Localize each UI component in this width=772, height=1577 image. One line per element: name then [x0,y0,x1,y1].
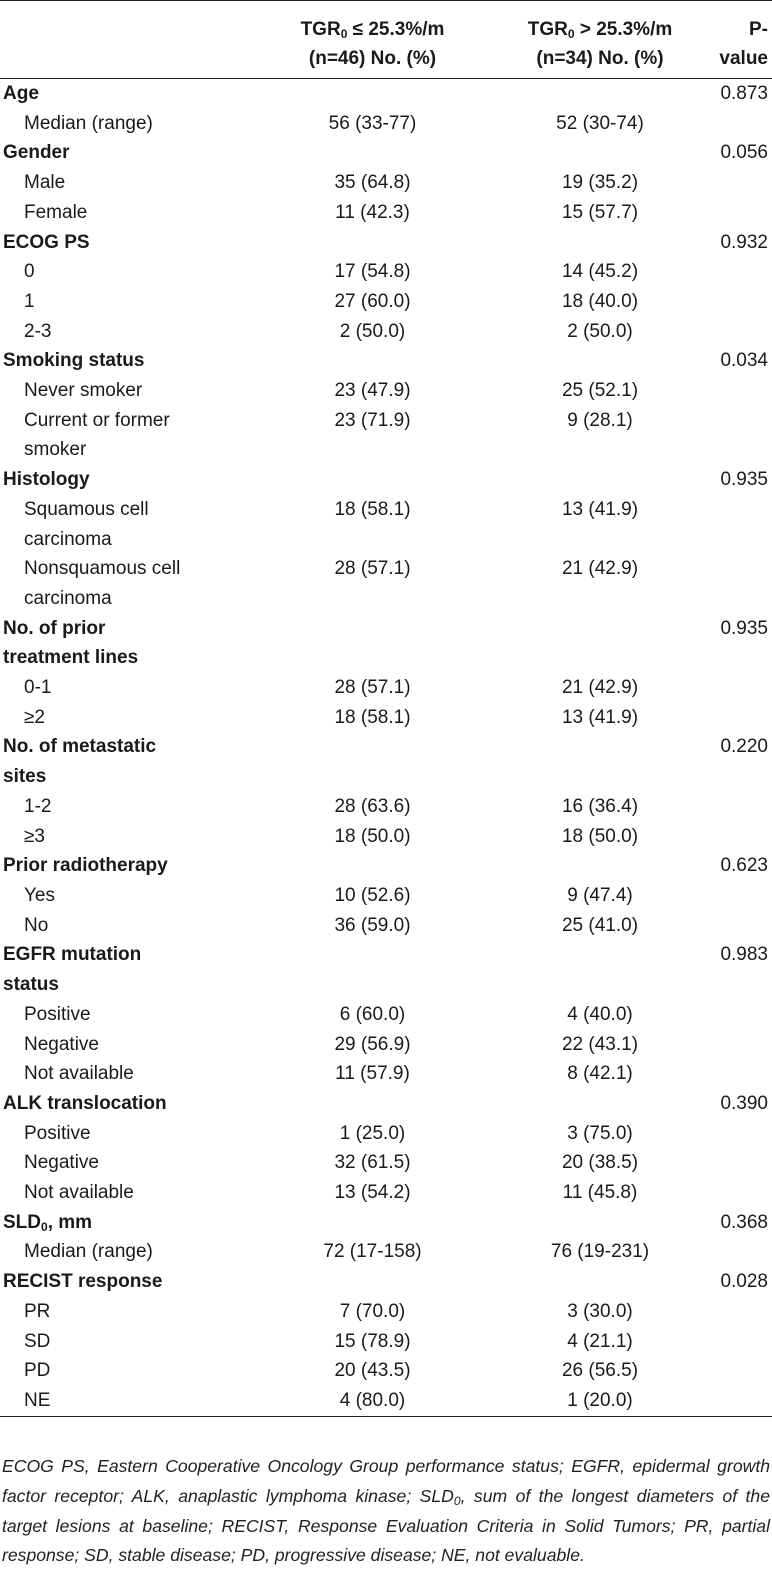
header-low-tgr-sub: 0 [340,27,348,41]
table-row [0,287,772,317]
row-label-subscript: 0 [41,1219,48,1234]
cell-low-tgr: 23 (47.9) [334,380,411,402]
cell-pvalue [705,1327,772,1357]
row-label [0,465,250,495]
row-label [0,495,250,554]
row-label [0,257,250,287]
cell-pvalue: 0.623 [720,855,768,877]
cell-high-tgr: 4 (40.0) [567,1003,633,1025]
row-label [0,554,250,613]
table-row [0,168,772,198]
cell-pvalue [705,1059,772,1089]
cell-low-tgr: 72 (17-158) [323,1241,422,1263]
header-high-tgr-sub: 0 [567,27,575,41]
row-label-text: Never smoker [24,380,143,402]
row-label [0,1237,250,1267]
row-label [0,1148,250,1178]
cell-high-tgr: 13 (41.9) [561,498,639,520]
row-label-text: Positive [24,1122,91,1144]
row-label [0,79,250,109]
cell-low-tgr: 15 (78.9) [334,1330,411,1352]
cell-pvalue [705,168,772,198]
row-label [0,1178,250,1208]
cell-low-tgr [250,851,495,881]
row-label-text: Nonsquamous cell [24,558,181,580]
cell-low-tgr: 35 (64.8) [334,172,411,194]
cell-low-tgr: 11 (42.3) [335,201,410,223]
cell-pvalue: 0.932 [720,231,768,253]
table-row [0,1356,772,1386]
cell-high-tgr: 20 (38.5) [561,1152,639,1174]
row-label-text: Male [24,172,66,194]
row-label-text: SD [24,1330,51,1352]
cell-pvalue [705,673,772,703]
cell-low-tgr: 32 (61.5) [334,1152,411,1174]
cell-low-tgr: 18 (50.0) [334,825,411,847]
cell-low-tgr [250,228,495,258]
row-label-text-line2: carcinoma [24,528,112,550]
cell-pvalue [705,1000,772,1030]
table-row [0,346,772,376]
cell-low-tgr [250,1089,495,1119]
header-high-tgr-text: TGR [527,19,568,40]
row-label [0,673,250,703]
row-label [0,138,250,168]
row-label-text: Squamous cell [24,498,149,520]
cell-low-tgr [250,79,495,109]
table-row [0,703,772,733]
row-label-text: No. of prior [3,617,106,639]
table-row [0,673,772,703]
row-label-text: PD [24,1360,51,1382]
cell-high-tgr [495,1267,705,1297]
cell-low-tgr: 23 (71.9) [334,409,411,431]
cell-high-tgr: 18 (50.0) [561,825,639,847]
row-label-text: SLD [3,1211,41,1233]
table-header [0,1,772,79]
row-label-text: Female [24,201,88,223]
row-label-text: PR [24,1300,51,1322]
cell-pvalue [705,1386,772,1416]
cell-low-tgr [250,614,495,673]
cell-pvalue: 0.220 [720,736,768,758]
cell-pvalue [705,881,772,911]
cell-high-tgr [495,1089,705,1119]
cell-low-tgr [250,346,495,376]
row-label-text: NE [24,1389,51,1411]
cell-high-tgr [495,1208,705,1238]
row-label [0,168,250,198]
cell-pvalue: 0.056 [720,142,768,164]
cell-high-tgr: 18 (40.0) [561,290,639,312]
row-label [0,1030,250,1060]
table-row [0,1386,772,1416]
cell-high-tgr [495,228,705,258]
cell-high-tgr [495,79,705,109]
table-row [0,1059,772,1089]
row-label [0,881,250,911]
table-row [0,1327,772,1357]
cell-high-tgr: 52 (30-74) [556,112,644,134]
cell-high-tgr: 11 (45.8) [562,1182,638,1204]
cell-high-tgr: 14 (45.2) [561,261,639,283]
cell-high-tgr [495,138,705,168]
cell-low-tgr: 10 (52.6) [334,884,411,906]
row-label [0,614,250,673]
header-low-tgr-text: TGR [300,19,341,40]
cell-pvalue: 0.935 [720,469,768,491]
table-row [0,1237,772,1267]
cell-high-tgr: 21 (42.9) [561,677,639,699]
row-label-text: Median (range) [24,112,153,134]
cell-pvalue [705,792,772,822]
row-label-text: ALK translocation [3,1092,167,1114]
row-label-text-line2: carcinoma [24,587,112,609]
row-label-text: 0-1 [24,677,52,699]
table-row [0,1178,772,1208]
cell-high-tgr: 26 (56.5) [561,1360,639,1382]
header-low-tgr-threshold: ≤ 25.3%/m [347,19,445,40]
row-label-text: Not available [24,1063,134,1085]
row-label-text: Not available [24,1182,134,1204]
cell-high-tgr [495,851,705,881]
row-label-text: Histology [3,469,90,491]
cell-low-tgr: 13 (54.2) [334,1182,411,1204]
row-label [0,1000,250,1030]
table-row [0,1208,772,1238]
table-row [0,1267,772,1297]
row-label-rest: , mm [47,1211,93,1233]
table-row [0,940,772,999]
row-label [0,198,250,228]
cell-low-tgr [250,138,495,168]
cell-low-tgr: 1 (25.0) [339,1122,406,1144]
footnote-text-1: ECOG PS, Eastern Cooperative Oncology Group performance status; EGFR, epidermal growth factor receptor; ALK, anaplastic lymphoma kinase; SLD [2,1456,770,1506]
cell-high-tgr [495,465,705,495]
cell-pvalue [705,1030,772,1060]
cell-low-tgr: 28 (63.6) [334,795,411,817]
row-label [0,287,250,317]
cell-pvalue [705,1356,772,1386]
cell-low-tgr: 27 (60.0) [334,290,411,312]
row-label-text: RECIST response [3,1271,163,1293]
cell-low-tgr: 2 (50.0) [339,320,406,342]
row-label-text: No. of metastatic [3,736,157,758]
cell-low-tgr [250,1267,495,1297]
table-row [0,732,772,791]
cell-pvalue: 0.368 [720,1211,768,1233]
table-row [0,822,772,852]
row-label-text-line2: sites [3,766,47,788]
row-label-text: Yes [24,884,55,906]
row-label-text: Current or former [24,409,170,431]
cell-low-tgr: 18 (58.1) [334,706,411,728]
header-high-tgr-n: (n=34) No. (%) [536,48,664,69]
cell-high-tgr: 8 (42.1) [567,1063,633,1085]
row-label-text: Prior radiotherapy [3,855,168,877]
row-label-text: 2-3 [24,320,52,342]
header-high-tgr [495,1,705,79]
row-label [0,732,250,791]
cell-high-tgr: 3 (30.0) [567,1300,633,1322]
cell-low-tgr: 28 (57.1) [334,558,411,580]
cell-pvalue [705,1148,772,1178]
cell-high-tgr: 16 (36.4) [561,795,639,817]
table-row [0,465,772,495]
table-row [0,881,772,911]
table-row [0,138,772,168]
cell-high-tgr: 22 (43.1) [561,1033,639,1055]
cell-high-tgr: 76 (19-231) [550,1241,650,1263]
cell-low-tgr: 4 (80.0) [250,1386,495,1416]
table-footnote [0,1452,770,1571]
footnote-text-2: , sum of the longest diameters of the target lesions at baseline; RECIST, Response Evaluation Criteria in Solid Tumors; PR, partial response; SD, stable disease; PD, progressive disease; NE, not evaluable. [2,1485,770,1566]
row-label-text: ≥3 [24,825,45,847]
cell-high-tgr: 2 (50.0) [567,320,633,342]
row-label-text: Median (range) [24,1241,153,1263]
header-low-tgr-n: (n=46) No. (%) [308,48,437,69]
row-label [0,228,250,258]
cell-low-tgr: 56 (33-77) [328,112,417,134]
header-low-tgr [250,1,495,79]
row-label-text: Negative [24,1152,99,1174]
row-label [0,792,250,822]
row-label-text: Negative [24,1033,99,1055]
row-label-text: 0 [24,261,35,283]
cell-low-tgr [250,732,495,791]
row-label [0,1119,250,1149]
cell-high-tgr: 9 (47.4) [567,884,633,906]
cell-pvalue [705,822,772,852]
row-label [0,376,250,406]
cell-pvalue [705,1297,772,1327]
cell-high-tgr: 19 (35.2) [561,172,639,194]
cell-low-tgr: 6 (60.0) [339,1003,406,1025]
cell-pvalue: 0.983 [720,944,768,966]
row-label [0,1297,250,1327]
cell-pvalue [705,198,772,228]
row-label [0,1089,250,1119]
cell-pvalue: 0.034 [720,350,768,372]
row-label [0,1386,250,1416]
cell-high-tgr: 21 (42.9) [561,558,639,580]
row-label [0,940,250,999]
row-label [0,1267,250,1297]
cell-pvalue [705,1237,772,1267]
table-row [0,1148,772,1178]
cell-pvalue [705,1119,772,1149]
table-row [0,614,772,673]
row-label-text: 1 [24,290,35,312]
cell-high-tgr: 13 (41.9) [561,706,639,728]
cell-low-tgr: 36 (59.0) [334,914,411,936]
cell-high-tgr [495,940,705,999]
cell-pvalue: 0.390 [720,1092,768,1114]
row-label-text-line2: smoker [24,439,87,461]
row-label [0,317,250,347]
cell-low-tgr: 18 (58.1) [334,498,411,520]
cell-pvalue [705,376,772,406]
row-label-text: ≥2 [24,706,45,728]
table-row [0,1089,772,1119]
cell-pvalue: 0.935 [720,617,768,639]
cell-high-tgr [495,732,705,791]
cell-high-tgr: 25 (52.1) [561,380,639,402]
cell-high-tgr: 9 (28.1) [567,409,633,431]
table-row [0,79,772,109]
cell-pvalue [705,1178,772,1208]
table-row [0,406,772,465]
header-pvalue-line1: P- [749,19,768,40]
cell-pvalue [705,317,772,347]
table-body [0,79,772,1417]
table-row [0,554,772,613]
footnote-sub: 0 [453,1493,461,1508]
table-row [0,376,772,406]
table-row [0,792,772,822]
row-label-text: Age [3,83,39,104]
cell-pvalue [705,257,772,287]
table-row [0,1030,772,1060]
cell-pvalue [705,406,772,465]
row-label [0,1327,250,1357]
row-label [0,109,250,139]
cell-high-tgr: 3 (75.0) [567,1122,633,1144]
cell-low-tgr [250,940,495,999]
cell-pvalue [705,287,772,317]
row-label [0,1356,250,1386]
row-label-text: Gender [3,142,70,164]
row-label-text-line2: treatment lines [3,647,139,669]
cell-low-tgr: 11 (57.9) [335,1063,410,1085]
cell-low-tgr [250,1208,495,1238]
row-label-text-line2: status [3,974,59,996]
cell-pvalue: 0.873 [720,83,768,104]
row-label [0,822,250,852]
row-label-text: 1-2 [24,795,52,817]
header-pvalue [705,1,772,79]
cell-pvalue [705,703,772,733]
cell-pvalue [705,911,772,941]
row-label [0,911,250,941]
row-label [0,851,250,881]
row-label-text: No [24,914,49,936]
row-label-text: Smoking status [3,350,145,372]
table-row [0,257,772,287]
cell-pvalue [705,554,772,613]
table-row [0,495,772,554]
row-label [0,406,250,465]
cell-low-tgr: 17 (54.8) [334,261,411,283]
cell-high-tgr [495,614,705,673]
table-row [0,1119,772,1149]
row-label [0,1208,250,1238]
table-row [0,1000,772,1030]
header-label-empty [0,1,250,79]
table-row [0,1297,772,1327]
table-row [0,228,772,258]
cell-high-tgr: 25 (41.0) [561,914,639,936]
table-row [0,198,772,228]
cell-pvalue [705,109,772,139]
header-high-tgr-threshold: > 25.3%/m [574,19,673,40]
cell-low-tgr: 7 (70.0) [339,1300,406,1322]
header-row [0,1,772,79]
cell-low-tgr: 29 (56.9) [334,1033,411,1055]
cell-low-tgr: 28 (57.1) [334,677,411,699]
cell-high-tgr: 1 (20.0) [495,1386,705,1416]
cell-high-tgr: 15 (57.7) [561,201,639,223]
cell-pvalue: 0.028 [720,1271,768,1293]
table-row [0,109,772,139]
cell-high-tgr: 4 (21.1) [567,1330,633,1352]
row-label [0,703,250,733]
row-label-text: EGFR mutation [3,944,142,966]
cell-low-tgr: 20 (43.5) [334,1360,411,1382]
table-row [0,851,772,881]
row-label-text: Positive [24,1003,91,1025]
header-pvalue-line2: value [719,48,768,69]
cell-pvalue [705,495,772,554]
cell-high-tgr [495,346,705,376]
row-label [0,346,250,376]
table-row [0,317,772,347]
table-row [0,911,772,941]
row-label-text: ECOG PS [3,231,90,253]
cell-low-tgr [250,465,495,495]
row-label [0,1059,250,1089]
